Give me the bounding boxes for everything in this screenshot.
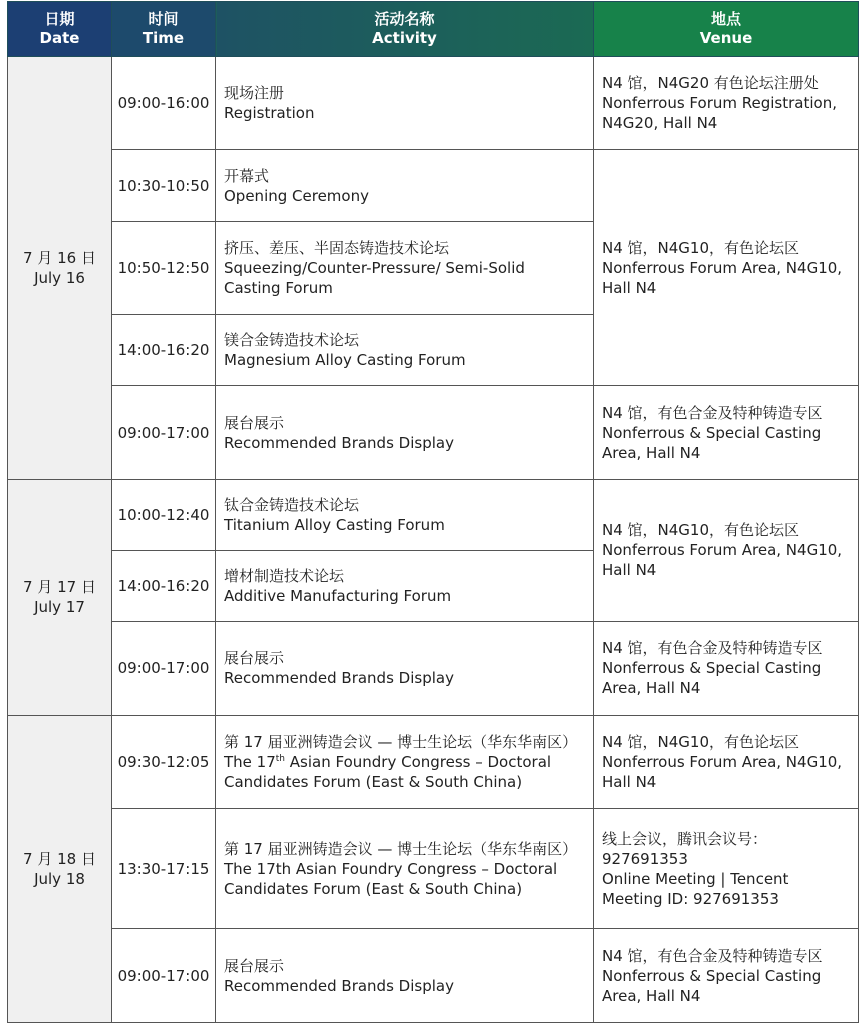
date-header [8,2,112,57]
venue-cn: N4 馆，N4G10，有色论坛区 [602,521,800,540]
time-cell: 09:00-17:00 [112,929,216,1023]
venue-cell [594,929,859,1023]
date-cn: 7 月 18 日 [23,849,96,868]
activity-en [224,752,585,792]
date-header-cn: 日期 [44,10,75,28]
venue-cn: N4 馆，N4G10，有色论坛区 [602,238,800,257]
activity-en: The 17th Asian Foundry Congress – Doctoral Candidates Forum (East & South China) [224,859,558,898]
time-header [112,2,216,57]
table-row [8,715,859,808]
activity-cn: 增材制造技术论坛 [224,567,345,586]
activity-cell [216,809,594,929]
table-row [8,929,859,1023]
venue-cn: N4 馆，有色合金及特种铸造专区 [602,946,823,965]
date-header-en: Date [39,29,80,47]
activity-cell [216,150,594,221]
activity-cell [216,221,594,314]
activity-en: Titanium Alloy Casting Forum [224,515,445,534]
time-cell: 09:00-16:00 [112,57,216,150]
date-en: July 18 [34,869,85,888]
activity-header-cn: 活动名称 [374,10,435,28]
activity-en: Registration [224,104,315,123]
meeting-number: 927691353 [602,849,688,868]
activity-en: Magnesium Alloy Casting Forum [224,351,466,370]
activity-cn: 第 17 届亚洲铸造会议 — 博士生论坛（华东华南区） [224,839,578,858]
activity-cn: 现场注册 [224,84,285,103]
venue-cell [594,715,859,808]
venue-en: Nonferrous Forum Registration, N4G20, Hall N4 [602,94,837,133]
activity-cn: 开幕式 [224,166,270,185]
venue-cell [594,809,859,929]
activity-cell [216,315,594,386]
venue-cn: 线上会议，腾讯会议号： [602,829,768,848]
activity-cell [216,550,594,621]
venue-header-en: Venue [699,29,753,47]
venue-cn: N4 馆，有色合金及特种铸造专区 [602,403,823,422]
header-row [8,2,859,57]
time-cell: 10:30-10:50 [112,150,216,221]
activity-cn: 展台展示 [224,649,285,668]
activity-cn: 钛合金铸造技术论坛 [224,495,360,514]
venue-cn: N4 馆，N4G20 有色论坛注册处 [602,74,819,93]
schedule-table [7,1,859,1023]
venue-en: Nonferrous & Special Casting Area, Hall N4 [602,966,822,1005]
activity-en: Recommended Brands Display [224,433,454,452]
venue-en: Online Meeting | Tencent Meeting ID: 927691353 [602,869,789,908]
venue-header [594,2,859,57]
activity-en-part: Asian Foundry Congress – Doctoral Candidates Forum (East & South China) [224,752,552,791]
table-row [8,57,859,150]
date-cn: 7 月 16 日 [23,248,96,267]
venue-cell [594,479,859,622]
venue-cell [594,622,859,715]
date-en: July 17 [34,598,85,617]
activity-header-en: Activity [372,29,437,47]
venue-cn: N4 馆，有色合金及特种铸造专区 [602,639,823,658]
activity-cell [216,715,594,808]
date-cell [8,479,112,715]
time-header-cn: 时间 [148,10,179,28]
date-cell [8,57,112,480]
time-cell: 09:30-12:05 [112,715,216,808]
venue-en: Nonferrous Forum Area, N4G10, Hall N4 [602,258,843,297]
venue-en: Nonferrous & Special Casting Area, Hall N4 [602,659,822,698]
activity-cn: 镁合金铸造技术论坛 [224,331,360,350]
table-row [8,809,859,929]
venue-header-cn: 地点 [710,10,741,28]
time-cell: 14:00-16:20 [112,315,216,386]
activity-cell [216,386,594,479]
activity-en: Recommended Brands Display [224,669,454,688]
activity-en-part: The 17 [224,752,276,771]
activity-cell [216,57,594,150]
venue-en: Nonferrous & Special Casting Area, Hall N4 [602,423,822,462]
activity-header [216,2,594,57]
date-en: July 16 [34,268,85,287]
time-cell: 13:30-17:15 [112,809,216,929]
table-row [8,479,859,550]
venue-cell [594,150,859,386]
activity-en: Recommended Brands Display [224,976,454,995]
table-row [8,386,859,479]
time-header-en: Time [142,29,185,47]
activity-en: Additive Manufacturing Forum [224,587,452,606]
activity-cell [216,929,594,1023]
time-cell: 09:00-17:00 [112,622,216,715]
activity-cn: 展台展示 [224,956,285,975]
date-cell [8,715,112,1022]
venue-cell [594,386,859,479]
ordinal-suffix: th [275,753,285,764]
time-cell: 14:00-16:20 [112,550,216,621]
activity-cell [216,622,594,715]
activity-cell [216,479,594,550]
activity-en: Opening Ceremony [224,186,369,205]
activity-cn: 挤压、差压、半固态铸造技术论坛 [224,238,450,257]
activity-cn: 展台展示 [224,413,285,432]
venue-cn: N4 馆，N4G10，有色论坛区 [602,732,800,751]
date-cn: 7 月 17 日 [23,578,96,597]
time-cell: 10:00-12:40 [112,479,216,550]
activity-en: Squeezing/Counter-Pressure/ Semi-Solid Casting Forum [224,258,525,297]
venue-cell [594,57,859,150]
activity-cn: 第 17 届亚洲铸造会议 — 博士生论坛（华东华南区） [224,732,578,751]
time-cell: 09:00-17:00 [112,386,216,479]
time-cell: 10:50-12:50 [112,221,216,314]
venue-en: Nonferrous Forum Area, N4G10, Hall N4 [602,541,843,580]
table-row [8,150,859,221]
venue-en: Nonferrous Forum Area, N4G10, Hall N4 [602,752,843,791]
table-row [8,622,859,715]
